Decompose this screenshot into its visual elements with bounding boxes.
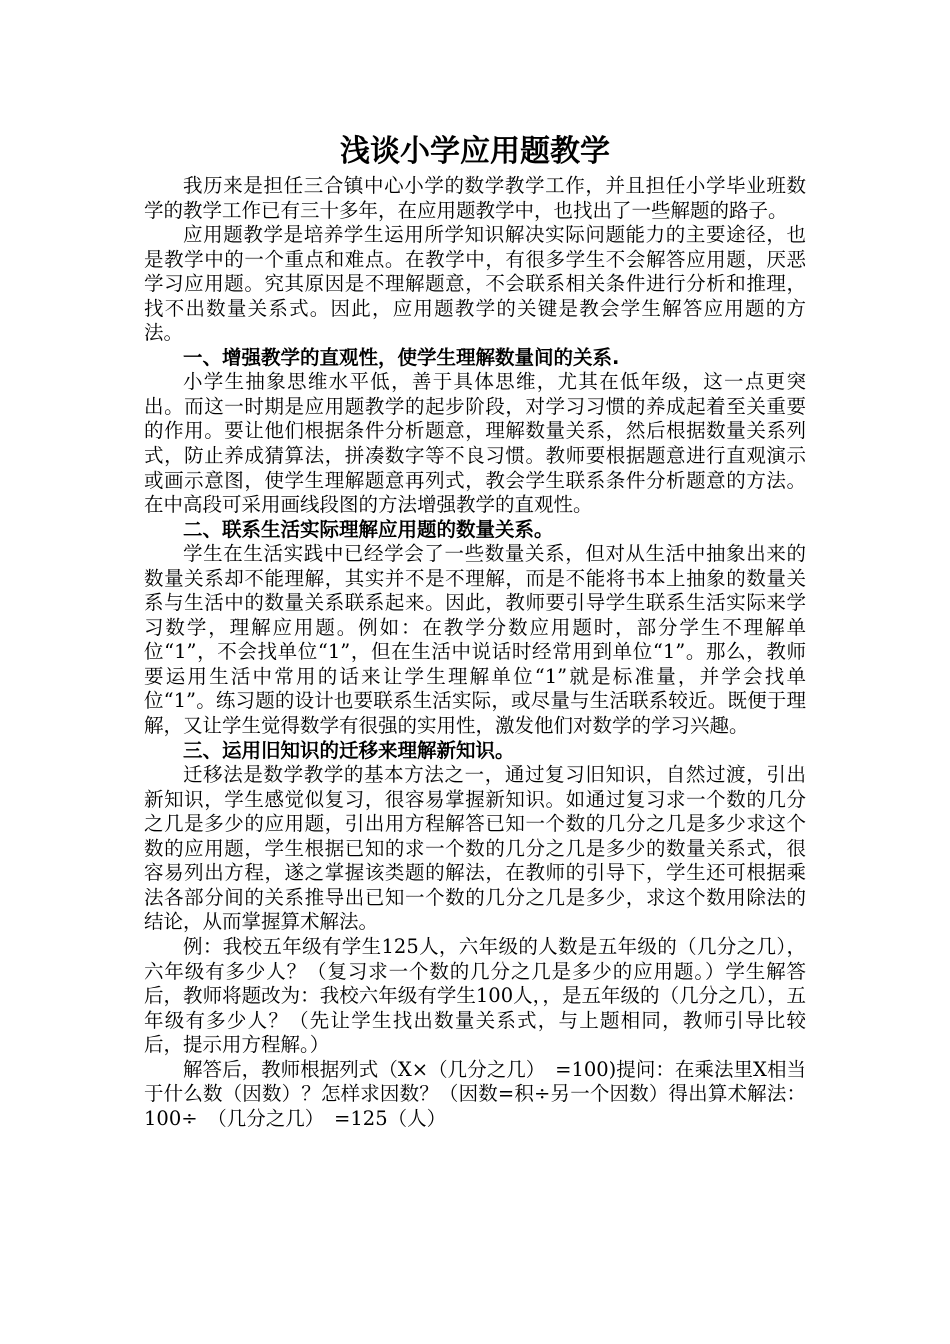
body-paragraph: 解答后，教师根据列式（X×（几分之几） =100)提问：在乘法里X相当于什么数（因数）？怎样求因数？（因数=积÷另一个因数）得出算术解法：100÷ （几分之几） =125（人） <box>144 1057 806 1130</box>
body-paragraph: 迁移法是数学教学的基本方法之一，通过复习旧知识，自然过渡，引出新知识，学生感觉似复习，很容易掌握新知识。如通过复习求一个数的几分之几是多少的应用题，引出用方程解答已知一个数的几分之几是多少求这个数的应用题，学生根据已知的求一个数的几分之几是多少的数量关系式，很容易列出方程，遂之掌握该类题的解法，在教师的引导下，学生还可根据乘法各部分间的关系推导出已知一个数的几分之几是多少，求这个数用除法的结论，从而掌握算术解法。 <box>144 763 806 934</box>
section-heading: 一、增强教学的直观性，使学生理解数量间的关系. <box>183 345 620 369</box>
document-body <box>144 174 806 1131</box>
body-paragraph: 小学生抽象思维水平低，善于具体思维，尤其在低年级，这一点更突出。而这一时期是应用题教学的起步阶段，对学习习惯的养成起着至关重要的作用。要让他们根据条件分析题意，理解数量关系，然后根据数量关系列式，防止养成猜算法，拼凑数字等不良习惯。教师要根据题意进行直观演示或画示意图，使学生理解题意再列式，教会学生联系条件分析题意的方法。在中高段可采用画线段图的方法增强教学的直观性。 <box>144 370 806 517</box>
section-heading: 三、运用旧知识的迁移来理解新知识。 <box>183 738 515 762</box>
body-paragraph: 学生在生活实践中已经学会了一些数量关系，但对从生活中抽象出来的数量关系却不能理解，其实并不是不理解，而是不能将书本上抽象的数量关系与生活中的数量关系联系起来。因此，教师要引导学生联系生活实际来学习数学，理解应用题。例如：在教学分数应用题时，部分学生不理解单位“1”，不会找单位“1”，但在生活中说话时经常用到单位“1”。那么，教师要运用生活中常用的话来让学生理解单位“1”就是标准量，并学会找单位“1”。练习题的设计也要联系生活实际，或尽量与生活联系较近。既便于理解，又让学生觉得数学有很强的实用性，激发他们对数学的学习兴趣。 <box>144 542 806 738</box>
section-heading: 二、联系生活实际理解应用题的数量关系。 <box>183 517 554 541</box>
body-paragraph: 例：我校五年级有学生125人，六年级的人数是五年级的（几分之几），六年级有多少人？（复习求一个数的几分之几是多少的应用题。）学生解答后，教师将题改为：我校六年级有学生100人，，是五年级的（几分之几），五年级有多少人？（先让学生找出数量关系式，与上题相同，教师引导比较后，提示用方程解。） <box>144 934 806 1057</box>
body-paragraph: 应用题教学是培养学生运用所学知识解决实际问题能力的主要途径，也是教学中的一个重点和难点。在教学中，有很多学生不会解答应用题，厌恶学习应用题。究其原因是不理解题意，不会联系相关条件进行分析和推理，找不出数量关系式。因此，应用题教学的关键是教会学生解答应用题的方法。 <box>144 223 806 345</box>
document-page <box>144 130 806 1131</box>
body-paragraph: 我历来是担任三合镇中心小学的数学教学工作，并且担任小学毕业班数学的教学工作已有三十多年，在应用题教学中，也找出了一些解题的路子。 <box>144 174 806 222</box>
document-title: 浅谈小学应用题教学 <box>340 134 610 169</box>
